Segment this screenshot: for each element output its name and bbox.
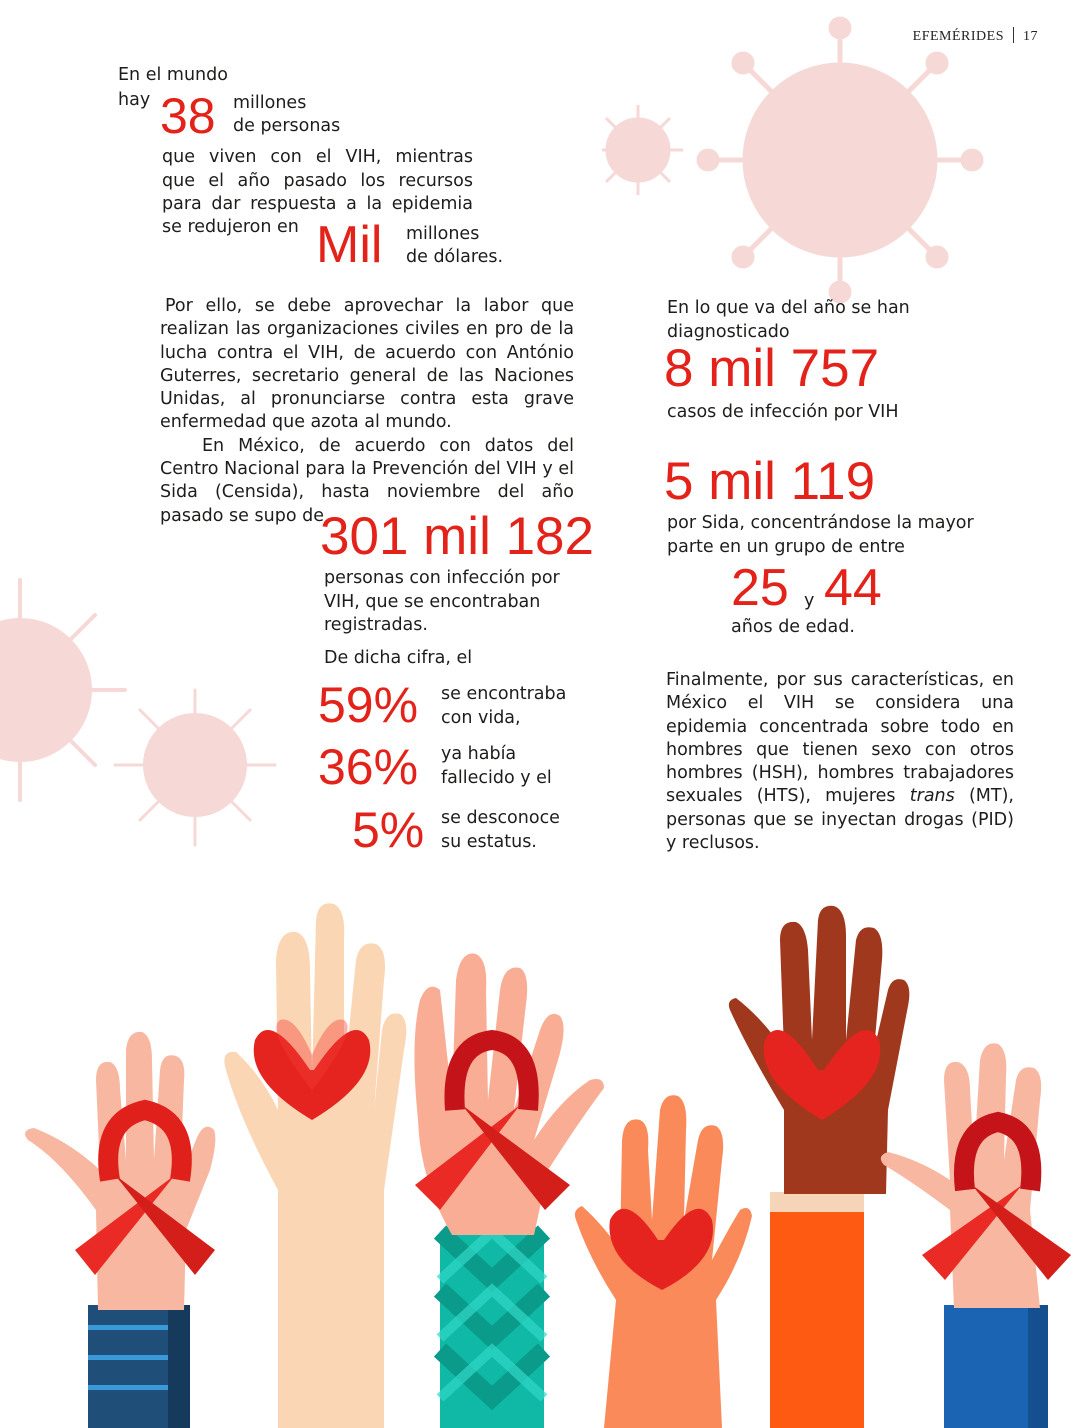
sida-text xyxy=(667,512,974,559)
after-number-line: personas con infección por xyxy=(324,568,560,588)
final-italic: trans xyxy=(909,786,955,807)
section-title: EFEMÉRIDES xyxy=(912,29,1004,44)
stat-36-label xyxy=(441,743,552,790)
stat-label-line: se encontraba xyxy=(441,684,567,704)
page-header xyxy=(913,27,1038,45)
stats-intro: De dicha cifra, el xyxy=(324,648,473,668)
intro-body-line: que el año pasado los recursos xyxy=(162,170,473,191)
stat-age-25: 25 xyxy=(731,559,789,617)
right-intro-line: diagnosticado xyxy=(667,321,790,342)
sida-line: parte en un grupo de entre xyxy=(667,536,905,557)
stat-5-percent: 5% xyxy=(352,802,425,858)
paragraph-1: Por ello, se debe aprovechar la labor que realizan las organizaciones civiles en pro de la lucha contra el VIH, de acuerdo con António Guterres, secretario general de las Naciones Unidas, al pronunciarse contra esta grave enfermedad que azota al mundo. xyxy=(160,296,574,433)
header-divider xyxy=(1013,27,1014,43)
stat-8-mil-757: 8 mil 757 xyxy=(664,339,880,398)
intro-body-line: para dar respuesta a la epidemia xyxy=(162,194,473,214)
stat-36-percent: 36% xyxy=(318,739,419,795)
stat-label-line: ya había xyxy=(441,744,517,764)
page-number: 17 xyxy=(1023,29,1038,44)
stat-age-44: 44 xyxy=(824,559,882,617)
intro-line-1: En el mundo xyxy=(118,65,228,85)
intro-last-line: se redujeron en xyxy=(162,217,299,237)
right-intro xyxy=(667,297,910,344)
intro-body-line: que viven con el VIH, mientras xyxy=(162,147,473,167)
virus-illustration-left xyxy=(0,560,300,890)
virus-illustration-top-right xyxy=(600,0,1071,330)
stat-38: 38 xyxy=(160,88,216,144)
hand-with-heart-2 xyxy=(575,1095,752,1428)
intro-line-2: hay xyxy=(118,90,151,110)
stat-label-line: fallecido y el xyxy=(441,767,552,788)
age-y: y xyxy=(804,591,815,611)
sida-line: por Sida, concentrándose la mayor xyxy=(667,513,974,533)
after-number-line: registradas. xyxy=(324,615,428,635)
intro-de-personas: de personas xyxy=(233,116,341,136)
intro-millones: millones xyxy=(233,93,307,113)
hand-with-ribbon-1 xyxy=(25,1032,215,1428)
final-paragraph xyxy=(666,669,1014,855)
hand-with-heart-1 xyxy=(224,903,406,1428)
stat-mil: Mil xyxy=(316,216,383,274)
after-number-line: VIH, que se encontraban xyxy=(324,591,541,612)
final-text-end: (MT), personas que se inyectan drogas (PID) y reclusos. xyxy=(666,786,1014,854)
intro-millones-2: millones xyxy=(406,224,480,244)
stat-5-label xyxy=(441,807,560,854)
final-text: Finalmente, por sus características, en México el VIH se considera una epidemia concentrada sobre todo en hombres que tienen sexo con otros hombres (HSH), hombres trabajadores sexuales (HTS), mujeres xyxy=(666,670,1014,807)
stat-label-line: su estatus. xyxy=(441,831,537,852)
stat-59-label xyxy=(441,683,566,730)
anos-text: años de edad. xyxy=(731,617,855,637)
stat-label-line: se desconoce xyxy=(441,808,560,828)
right-intro-line: En lo que va del año se han xyxy=(667,298,910,318)
stat-301-mil-182: 301 mil 182 xyxy=(320,507,595,566)
after-number xyxy=(324,567,560,638)
paragraph-2: En México, de acuerdo con datos del Centro Nacional para la Prevención del VIH y el Sida (Censida), hasta noviembre del año pasado se supo de xyxy=(160,435,574,526)
hands-illustration xyxy=(0,880,1071,1428)
hand-with-heart-3 xyxy=(729,906,909,1428)
stat-label-line: con vida, xyxy=(441,707,521,728)
intro-de-dolares: de dólares. xyxy=(406,247,504,267)
hand-with-ribbon-2 xyxy=(414,954,604,1428)
stat-59-percent: 59% xyxy=(318,677,419,733)
stat-5-mil-119: 5 mil 119 xyxy=(664,452,876,511)
hand-with-ribbon-3 xyxy=(881,1043,1071,1428)
intro-body xyxy=(162,146,473,217)
left-paragraphs xyxy=(160,295,574,528)
casos-text: casos de infección por VIH xyxy=(667,402,899,422)
